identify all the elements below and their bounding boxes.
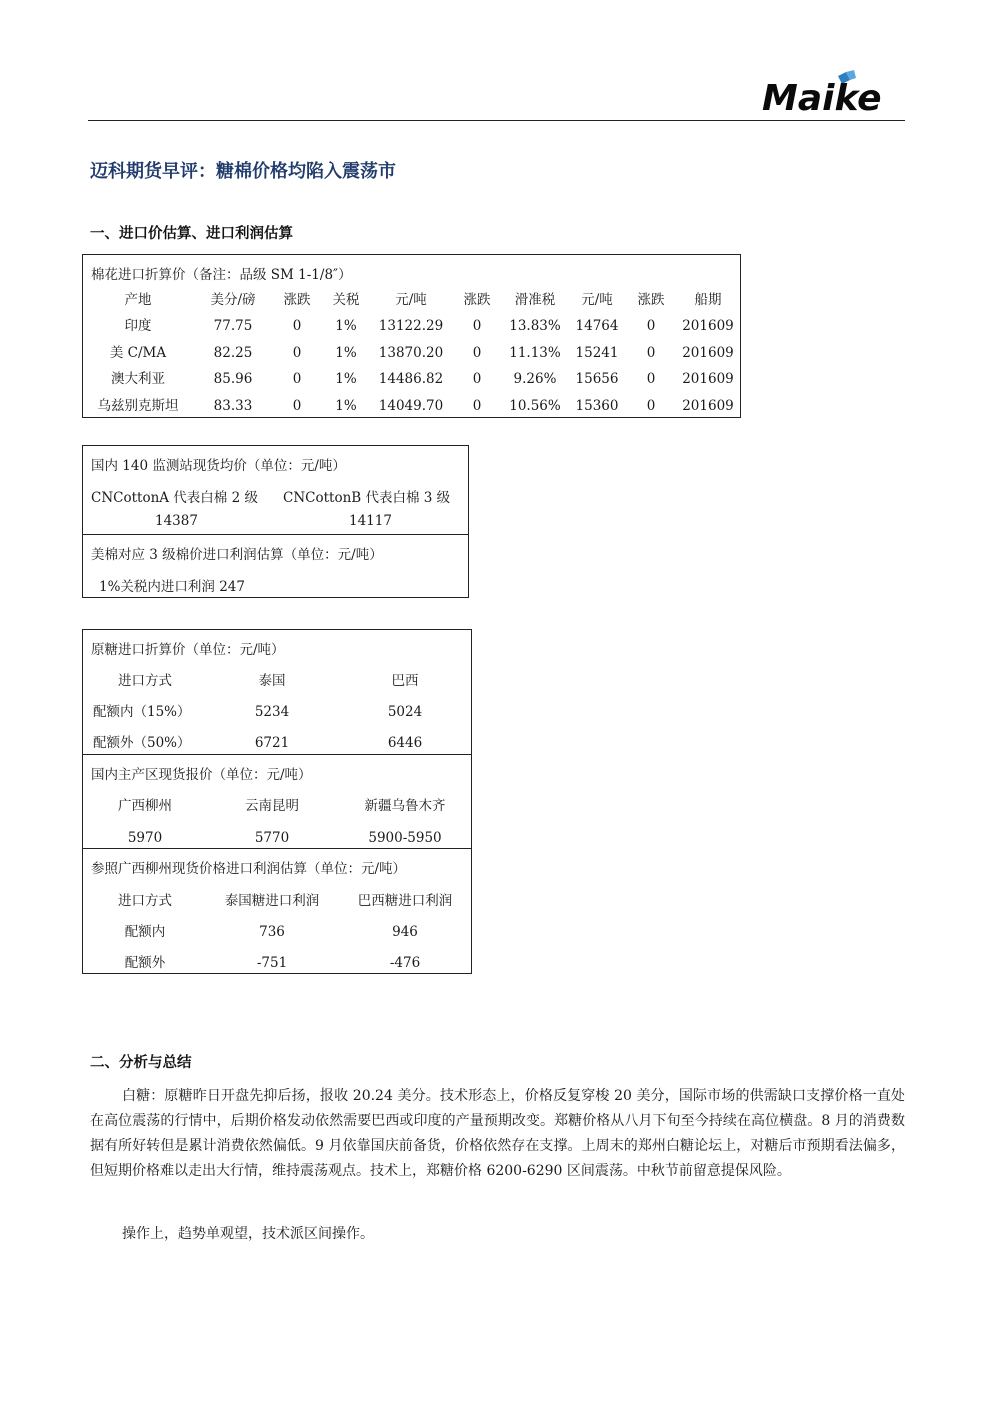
cotton-table-cell: 0	[646, 344, 656, 361]
cncotton-b-value: 14117	[349, 513, 392, 529]
cotton-profit-text: 1%关税内进口利润 247	[99, 579, 245, 595]
cotton-table-cell: 14049.70	[378, 397, 444, 414]
cotton-table-cell: 0	[472, 371, 482, 387]
cotton-import-table	[82, 254, 741, 418]
cotton-domestic-box	[82, 445, 469, 598]
cotton-table-cell: 201609	[682, 318, 734, 334]
cotton-header-cell: 美分/磅	[210, 292, 256, 308]
cotton-table-cell: 1%	[335, 318, 357, 334]
header-rule	[88, 120, 905, 121]
cotton-table-cell: 14486.82	[378, 371, 444, 387]
cncotton-a-value: 14387	[155, 513, 198, 529]
sugar-import-header-cell: 巴西	[391, 673, 419, 689]
section-heading-2: 二、分析与总结	[90, 1054, 192, 1071]
cotton-header-cell: 船期	[694, 292, 722, 308]
cotton-header-cell: 元/吨	[581, 292, 613, 308]
cotton-table-cell: 15241	[575, 344, 619, 361]
sugar-box	[82, 629, 472, 974]
cotton-table-cell: 澳大利亚	[111, 371, 165, 387]
cotton-table-cell: 0	[292, 318, 302, 334]
sugar-domestic-value-cell: 5770	[254, 830, 290, 846]
sugar-profit-header-cell: 进口方式	[118, 893, 172, 909]
cotton-table-cell: 201609	[682, 371, 734, 387]
cotton-profit-title: 美棉对应 3 级棉价进口利润估算（单位：元/吨）	[91, 547, 383, 563]
sugar-profit-header-cell: 巴西糖进口利润	[357, 893, 453, 909]
sugar-import-cell: 6721	[254, 735, 290, 751]
cotton-domestic-divider	[83, 534, 468, 535]
sugar-import-cell: 5234	[254, 704, 290, 720]
cotton-header-cell: 涨跌	[637, 292, 665, 308]
cotton-table-cell: 0	[646, 318, 656, 334]
sugar-divider-2	[83, 848, 471, 849]
sugar-domestic-header-cell: 云南昆明	[245, 798, 299, 814]
sugar-domestic-header-cell: 广西柳州	[118, 798, 172, 814]
cotton-table-cell: 15656	[575, 371, 619, 387]
cotton-table-cell: 77.75	[213, 318, 253, 334]
sugar-domestic-header-cell: 新疆乌鲁木齐	[364, 798, 446, 814]
page-title: 迈科期货早评：糖棉价格均陷入震荡市	[90, 161, 396, 182]
cotton-table-cell: 0	[646, 397, 656, 414]
cotton-header-cell: 涨跌	[283, 292, 311, 308]
cotton-header-cell: 关税	[332, 292, 360, 308]
sugar-import-row-label: 配额外（50%）	[93, 735, 191, 751]
cotton-table-cell: 0	[472, 397, 482, 414]
sugar-import-title: 原糖进口折算价（单位：元/吨）	[91, 642, 285, 658]
sugar-import-row-label: 配额内（15%）	[93, 704, 191, 720]
cotton-table-cell: 83.33	[213, 397, 253, 414]
cotton-table-cell: 14764	[575, 318, 619, 334]
cotton-table-cell: 0	[292, 344, 302, 361]
cncotton-b-label: CNCottonB 代表白棉 3 级	[283, 490, 451, 506]
sugar-domestic-value-cell: 5900-5950	[368, 830, 442, 846]
sugar-profit-cell: 配额内	[124, 924, 166, 940]
cncotton-a-label: CNCottonA 代表白棉 2 级	[91, 490, 258, 506]
sugar-import-header-cell: 进口方式	[118, 673, 172, 689]
sugar-domestic-value-cell: 5970	[127, 830, 163, 846]
cotton-table-cell: 201609	[682, 344, 734, 361]
cotton-table-cell: 印度	[124, 318, 152, 334]
sugar-profit-cell: 配额外	[124, 955, 166, 971]
sugar-profit-cell: 736	[259, 924, 285, 940]
cotton-header-cell: 元/吨	[395, 292, 427, 308]
cotton-header-cell: 滑准税	[514, 292, 556, 308]
sugar-import-cell: 6446	[387, 735, 423, 751]
section-heading-1: 一、进口价估算、进口利润估算	[90, 225, 293, 242]
analysis-paragraph-sugar: 白糖：原糖昨日开盘先抑后扬，报收 20.24 美分。技术形态上，价格反复穿梭 20 美分，国际市场的供需缺口支撑价格一直处在高位震荡的行情中，后期价格发动依然需要巴西或印度的产量预期改变。郑糖价格从八月下旬至今持续在高位横盘。8 月的消费数据有所好转但是累计消费依然偏低。9 月依靠国庆前备货，价格依然存在支撑。上周末的郑州白糖论坛上，对糖后市预期看法偏多，但短期价格难以走出大行情，维持震荡观点。技术上，郑糖价格 6200-6290 区间震荡。中秋节前留意提保风险。	[90, 1088, 905, 1179]
sugar-profit-cell: -476	[389, 955, 421, 971]
cotton-table-cell: 85.96	[213, 371, 253, 387]
cotton-table-cell: 1%	[335, 371, 357, 387]
cotton-table-cell: 9.26%	[513, 371, 557, 387]
cotton-table-cell: 11.13%	[509, 344, 561, 361]
sugar-profit-header-cell: 泰国糖进口利润	[224, 893, 320, 909]
cotton-table-cell: 1%	[335, 397, 357, 414]
cotton-table-cell: 13122.29	[378, 318, 444, 334]
cotton-table-cell: 13.83%	[509, 318, 561, 334]
cotton-table-cell: 0	[646, 371, 656, 387]
sugar-profit-cell: 946	[392, 924, 418, 940]
cotton-table-cell: 15360	[575, 397, 619, 414]
cotton-table-cell: 0	[472, 344, 482, 361]
cotton-table-cell: 0	[472, 318, 482, 334]
cotton-table-cell: 1%	[335, 344, 357, 361]
cotton-import-title: 棉花进口折算价（备注：品级 SM 1-1/8″）	[91, 267, 352, 283]
sugar-import-header-cell: 泰国	[258, 673, 286, 689]
cotton-table-cell: 0	[292, 371, 302, 387]
cotton-table-cell: 美 C/MA	[109, 344, 167, 361]
sugar-profit-cell: -751	[256, 955, 288, 971]
sugar-domestic-title: 国内主产区现货报价（单位：元/吨）	[91, 767, 312, 783]
sugar-divider-1	[83, 754, 471, 755]
logo-text: Maike	[762, 78, 882, 119]
sugar-import-cell: 5024	[387, 704, 423, 720]
analysis-paragraph-operation: 操作上，趋势单观望，技术派区间操作。	[122, 1226, 374, 1242]
cotton-table-cell: 82.25	[213, 344, 253, 361]
cotton-domestic-title: 国内 140 监测站现货均价（单位：元/吨）	[91, 458, 346, 474]
cotton-table-cell: 0	[292, 397, 302, 414]
cotton-table-cell: 13870.20	[378, 344, 444, 361]
maike-logo-graphic	[760, 70, 900, 120]
sugar-profit-title: 参照广西柳州现货价格进口利润估算（单位：元/吨）	[91, 861, 407, 877]
cotton-table-cell: 10.56%	[509, 397, 561, 414]
cotton-header-cell: 涨跌	[463, 292, 491, 308]
cotton-table-cell: 乌兹别克斯坦	[97, 397, 179, 414]
maike-logo	[760, 70, 900, 120]
cotton-table-cell: 201609	[682, 397, 734, 414]
cotton-header-cell: 产地	[124, 292, 152, 308]
